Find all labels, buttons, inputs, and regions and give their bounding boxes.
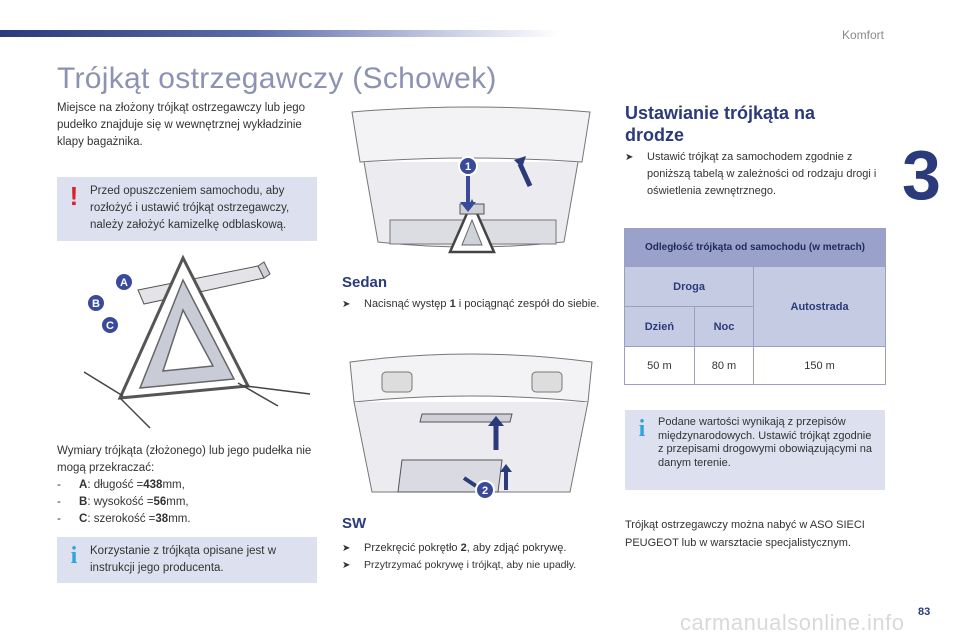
callout-b: B — [92, 298, 100, 310]
section-label: Komfort — [841, 28, 884, 42]
warning-exclamation-icon: ! — [69, 181, 79, 211]
sedan-bullet: ➤ Nacisnąć występ 1 i pociągnąć zespół do siebie. — [342, 296, 600, 313]
callout-c: C — [106, 320, 114, 332]
warning-text: Przed opuszczeniem samochodu, aby rozłożyć i ustawić trójkąt ostrzegawczy, należy założyć kamizelkę odblaskową. — [90, 185, 290, 231]
dims-list — [57, 477, 191, 528]
bullet-arrow-icon: ➤ — [625, 152, 634, 163]
dims-row-a: - A : długość = 438 mm, — [57, 479, 185, 491]
purchase-text: Trójkąt ostrzegawczy można nabyć w ASO SIECI PEUGEOT lub w warsztacie specjalistycznym. — [625, 519, 865, 549]
info-box-manufacturer — [57, 537, 317, 583]
warning-triangle-illustration — [78, 248, 318, 433]
dims-intro: Wymiary trójkąta (złożonego) lub jego pudełka nie mogą przekraczać: — [57, 445, 312, 474]
bullet-arrow-icon: ➤ — [342, 560, 351, 571]
col-road: Droga — [625, 267, 754, 307]
right-bullet: ➤ Ustawić trójkąt za samochodem zgodnie z poniższą tabelą w zależności od rodzaju drogi i oświetlenia zewnętrznego. — [625, 149, 885, 200]
distance-table — [624, 228, 886, 385]
callout-a: A — [120, 277, 128, 289]
intro-text: Miejsce na złożony trójkąt ostrzegawczy lub jego pudełko znajduje się w wewnętrznej wykładzinie klapy bagażnika. — [57, 102, 306, 148]
sedan-trunk-illustration — [342, 102, 600, 262]
sw-trunk-illustration — [342, 342, 600, 502]
info-icon: i — [638, 416, 646, 442]
info-text-regulations: Podane wartości wynikają z przepisów międzynarodowych. Ustawić trójkąt zgodnie z przepisami drogowymi obowiązującymi na danym terenie. — [658, 416, 872, 469]
sedan-heading: Sedan — [342, 274, 388, 291]
value-day: 50 m — [625, 347, 695, 385]
bullet-arrow-icon: ➤ — [342, 299, 351, 310]
warning-box — [57, 177, 317, 241]
right-heading: Ustawianie trójkąta na drodze — [625, 103, 816, 145]
dims-row-c: - C : szerokość = 38 mm. — [57, 513, 191, 525]
col-day: Dzień — [625, 307, 695, 347]
sw-bullet-1: ➤ Przekręcić pokrętło 2, aby zdjąć pokrywę. — [342, 540, 600, 557]
page-number: 83 — [918, 606, 931, 618]
info-box-regulations — [625, 410, 885, 490]
dims-row-b: - B : wysokość = 56 mm, — [57, 496, 189, 508]
sedan-callout-1: 1 — [464, 161, 472, 173]
page-title: Trójkąt ostrzegawczy (Schowek) — [57, 62, 497, 95]
value-highway: 150 m — [754, 347, 886, 385]
info-icon: i — [70, 543, 78, 569]
bullet-arrow-icon: ➤ — [342, 543, 351, 554]
chapter-number: 3 — [902, 136, 941, 214]
sw-bullet-2: ➤ Przytrzymać pokrywę i trójkąt, aby nie upadły. — [342, 557, 604, 574]
col-night: Noc — [694, 307, 753, 347]
table-title: Odległość trójkąta od samochodu (w metrach) — [625, 229, 886, 267]
value-night: 80 m — [694, 347, 753, 385]
info-text-manufacturer: Korzystanie z trójkąta opisane jest w instrukcji jego producenta. — [90, 545, 277, 574]
sw-callout-2: 2 — [481, 485, 489, 497]
col-highway: Autostrada — [754, 267, 886, 347]
sw-heading: SW — [342, 515, 367, 532]
footer-watermark: carmanualsonline.info — [680, 610, 905, 635]
header-bar — [0, 30, 560, 37]
